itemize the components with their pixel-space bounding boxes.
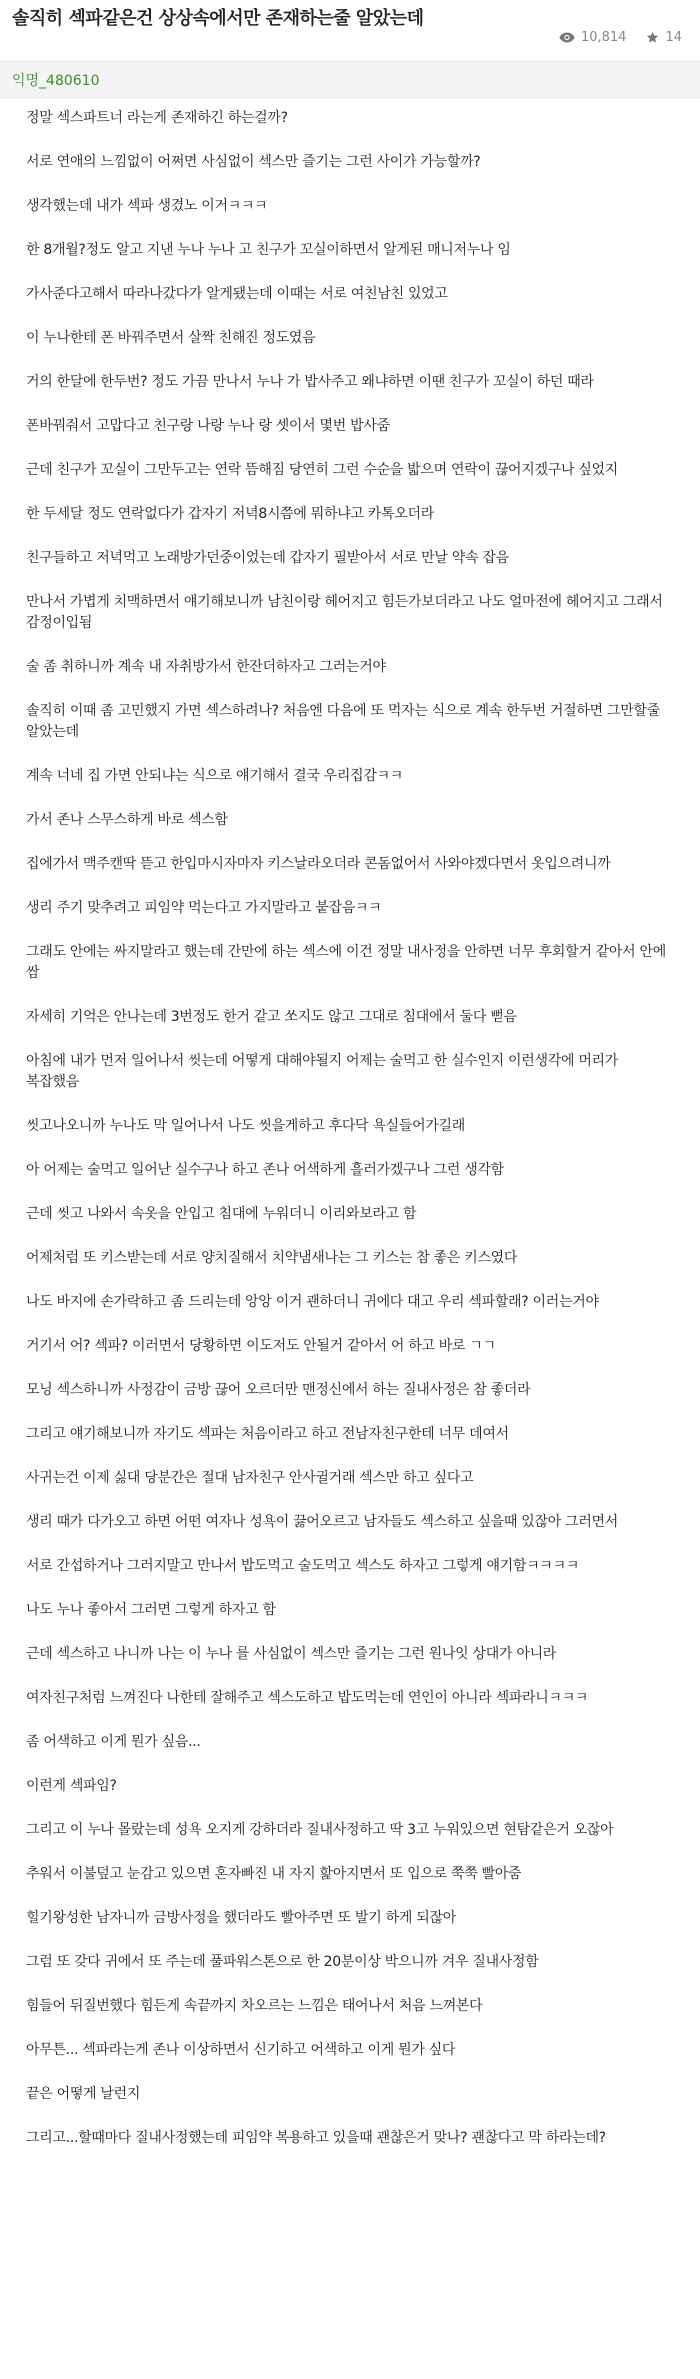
post-title: 솔직히 섹파같은건 상상속에서만 존재하는줄 알았는데 bbox=[12, 8, 424, 29]
paragraph: 계속 너네 집 가면 안되냐는 식으로 얘기해서 결국 우리집감ㅋㅋ bbox=[26, 768, 404, 784]
paragraph: 근데 친구가 꼬실이 그만두고는 연락 뜸해짐 당연히 그런 수순을 밟으며 연락이 끊어지겠구나 싶었지 bbox=[26, 462, 618, 478]
paragraph: 거의 한달에 한두번? 정도 가끔 만나서 누나 가 밥사주고 왜냐하면 이땐 친구가 꼬실이 하던 때라 bbox=[26, 374, 594, 390]
paragraph: 친구들하고 저녁먹고 노래방가던중이었는데 갑자기 필받아서 서로 만날 약속 잡음 bbox=[26, 550, 509, 566]
paragraph: 나도 바지에 손가락하고 좀 드리는데 앙앙 이거 괜하더니 귀에다 대고 우리 섹파할래? 이러는거야 bbox=[26, 1294, 599, 1310]
paragraph: 어제처럼 또 키스받는데 서로 양치질해서 치약냄새나는 그 키스는 참 좋은 키스였다 bbox=[26, 1250, 518, 1266]
author-bar bbox=[0, 62, 700, 98]
paragraph: 사귀는건 이제 싫대 당분간은 절대 남자친구 안사귈거래 섹스만 하고 싶다고 bbox=[26, 1470, 474, 1486]
paragraph: 서로 간섭하거나 그러지말고 만나서 밥도먹고 술도먹고 섹스도 하자고 그렇게 얘기함ㅋㅋㅋㅋ bbox=[26, 1558, 580, 1574]
post-stats bbox=[559, 30, 682, 45]
paragraph: 좀 어색하고 이게 뭔가 싶음... bbox=[26, 1734, 201, 1750]
paragraph: 생리 주기 맞추려고 피임약 먹는다고 가지말라고 붙잡음ㅋㅋ bbox=[26, 900, 382, 916]
paragraph: 그럼 또 갖다 귀에서 또 주는데 풀파워스톤으로 한 20분이상 박으니까 겨우 질내사정함 bbox=[26, 1954, 539, 1970]
paragraph: 한 두세달 정도 연락없다가 갑자기 저녁8시쯤에 뭐하냐고 카톡오더라 bbox=[26, 506, 434, 522]
paragraph: 힐기왕성한 남자니까 금방사정을 했더라도 빨아주면 또 발기 하게 되잖아 bbox=[26, 1910, 456, 1926]
paragraph: 근데 씻고 나와서 속옷을 안입고 침대에 누워더니 이리와보라고 함 bbox=[26, 1206, 417, 1222]
paragraph: 가서 존나 스무스하게 바로 섹스함 bbox=[26, 812, 228, 828]
paragraph: 여자친구처럼 느껴진다 나한테 잘해주고 섹스도하고 밥도먹는데 연인이 아니라 섹파라니ㅋㅋㅋ bbox=[26, 1690, 589, 1706]
paragraph: 집에가서 맥주캔딱 뜯고 한입마시자마자 키스날라오더라 콘돔없어서 사와야겠다면서 옷입으려니까 bbox=[26, 856, 611, 872]
paragraph: 그리고 이 누나 몰랐는데 성욕 오지게 강하더라 질내사정하고 딱 3고 누워있으면 현탐같은거 오잖아 bbox=[26, 1822, 614, 1838]
paragraph: 자세히 기억은 안나는데 3번정도 한거 같고 쏘지도 않고 그대로 침대에서 둘다 뻗음 bbox=[26, 1009, 517, 1025]
paragraph: 그래도 안에는 싸지말라고 했는데 간만에 하는 섹스에 이건 정말 내사정을 안하면 너무 후회할거 같아서 안에 쌈 bbox=[26, 944, 666, 981]
star-icon bbox=[646, 31, 659, 44]
post-body bbox=[0, 98, 700, 2149]
paragraph: 아 어제는 술먹고 일어난 실수구나 하고 존나 어색하게 흘러가겠구나 그런 생각함 bbox=[26, 1162, 504, 1178]
paragraph: 끝은 어떻게 날런지 bbox=[26, 2086, 141, 2102]
paragraph: 힘들어 뒤질번했다 힘든게 속끝까지 차오르는 느낌은 태어나서 처음 느껴본다 bbox=[26, 1998, 483, 2014]
post-header bbox=[0, 0, 700, 62]
paragraph: 거기서 어? 섹파? 이러면서 당황하면 이도저도 안될거 같아서 어 하고 바로 ㄱㄱ bbox=[26, 1338, 496, 1354]
paragraph: 솔직히 이때 좀 고민했지 가면 섹스하려나? 처음엔 다음에 또 먹자는 식으로 계속 한두번 거절하면 그만할줄 알았는데 bbox=[26, 703, 660, 740]
paragraph: 모닝 섹스하니까 사정감이 금방 끊어 오르더만 맨정신에서 하는 질내사정은 참 좋더라 bbox=[26, 1382, 531, 1398]
paragraph: 폰바꿔줘서 고맙다고 친구랑 나랑 누나 랑 셋이서 몇번 밥사줌 bbox=[26, 418, 390, 434]
author-name[interactable]: 익명_480610 bbox=[12, 72, 100, 89]
eye-icon bbox=[559, 32, 575, 43]
paragraph: 생각했는데 내가 섹파 생겼노 이거ㅋㅋㅋ bbox=[26, 198, 268, 214]
paragraph: 만나서 가볍게 치맥하면서 얘기해보니까 남친이랑 헤어지고 힘든가보더라고 나도 얼마전에 헤어지고 그래서 감정이입됨 bbox=[26, 594, 663, 631]
paragraph: 이 누나한테 폰 바꿔주면서 살짝 친해진 정도였음 bbox=[26, 330, 316, 346]
paragraph: 서로 연애의 느낌없이 어쩌면 사심없이 섹스만 즐기는 그런 사이가 가능할까? bbox=[26, 154, 481, 170]
paragraph: 술 좀 취하니까 계속 내 자취방가서 한잔더하자고 그러는거야 bbox=[26, 659, 386, 675]
paragraph: 근데 섹스하고 나니까 나는 이 누나 를 사심없이 섹스만 즐기는 그런 원나잇 상대가 아니라 bbox=[26, 1646, 557, 1662]
paragraph: 이런게 섹파임? bbox=[26, 1778, 117, 1794]
paragraph: 그리고 얘기해보니까 자기도 섹파는 처음이라고 하고 전남자친구한테 너무 데여서 bbox=[26, 1426, 509, 1442]
paragraph: 추워서 이불덮고 눈감고 있으면 혼자빠진 내 자지 핥아지면서 또 입으로 쭉쭉 빨아줌 bbox=[26, 1866, 522, 1882]
paragraph: 한 8개월?정도 알고 지낸 누나 누나 고 친구가 꼬실이하면서 알게된 매니저누나 임 bbox=[26, 242, 511, 258]
paragraph: 아무튼... 섹파라는게 존나 이상하면서 신기하고 어색하고 이게 뭔가 싶다 bbox=[26, 2042, 456, 2058]
star-count: 14 bbox=[665, 30, 682, 45]
paragraph: 생리 때가 다가오고 하면 어떤 여자나 성욕이 끓어오르고 남자들도 섹스하고 싶을때 있잖아 그러면서 bbox=[26, 1514, 618, 1530]
paragraph: 나도 누나 좋아서 그러면 그렇게 하자고 함 bbox=[26, 1602, 276, 1618]
view-count: 10,814 bbox=[580, 30, 627, 45]
paragraph: 가사준다고해서 따라나갔다가 알게됐는데 이때는 서로 여친남친 있었고 bbox=[26, 286, 448, 302]
paragraph: 씻고나오니까 누나도 막 일어나서 나도 씻을게하고 후다닥 욕실들어가길래 bbox=[26, 1118, 465, 1134]
paragraph: 정말 섹스파트너 라는게 존재하긴 하는걸까? bbox=[26, 110, 288, 126]
paragraph: 아침에 내가 먼저 일어나서 씻는데 어떻게 대해야될지 어제는 술먹고 한 실수인지 이런생각에 머리가 복잡했음 bbox=[26, 1053, 618, 1090]
paragraph: 그리고...할때마다 질내사정했는데 피임약 복용하고 있을때 괜찮은거 맞나? 괜찮다고 막 하라는데? bbox=[26, 2130, 606, 2146]
